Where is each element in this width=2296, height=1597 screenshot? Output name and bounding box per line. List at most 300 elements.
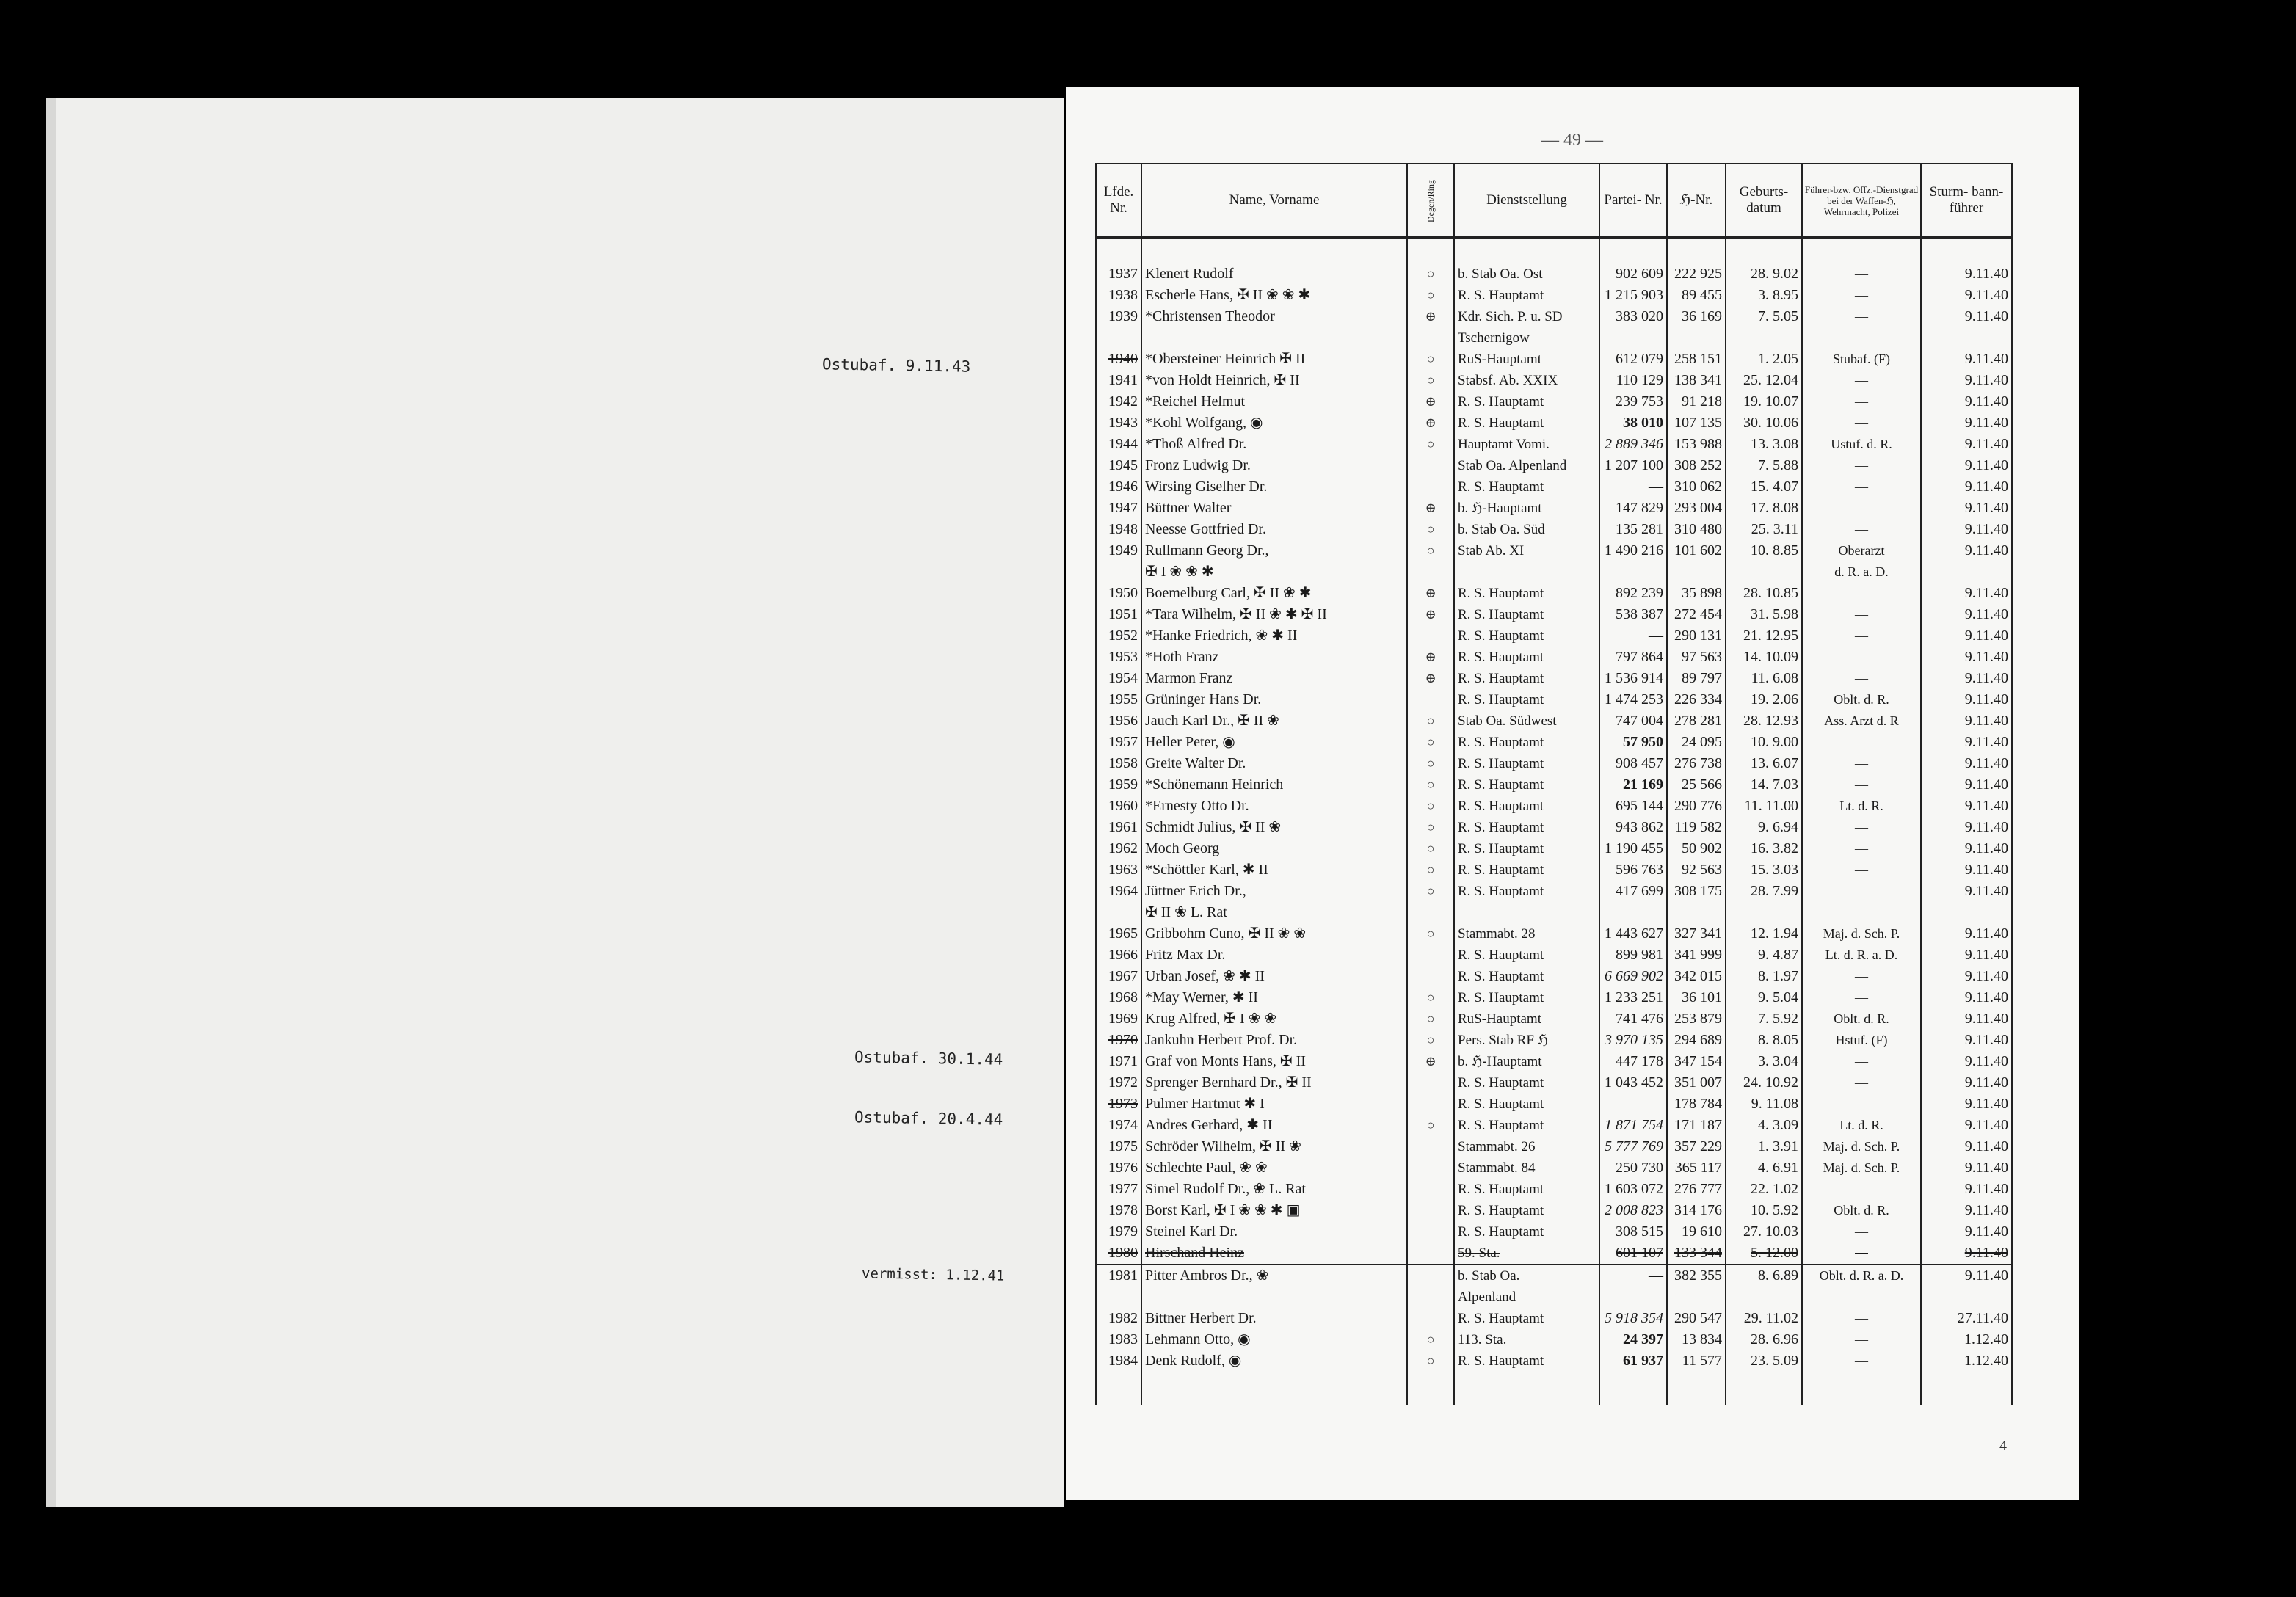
stubaf-date: 9.11.40: [1921, 1265, 2012, 1287]
table-row: [1096, 689, 2012, 710]
entry-post: R. S. Hauptamt: [1454, 412, 1599, 434]
military-rank: —: [1802, 604, 1921, 625]
birth-date: 7. 5.88: [1726, 455, 1802, 476]
party-number: —: [1599, 625, 1667, 647]
ring-icon: ○: [1407, 1008, 1454, 1030]
military-rank: Ustuf. d. R.: [1802, 434, 1921, 455]
tail-row: [1096, 1372, 2012, 1405]
birth-date: 7. 5.92: [1726, 1008, 1802, 1030]
ss-number: 19 610: [1667, 1221, 1726, 1243]
table-row: [1096, 945, 2012, 966]
entry-number: 1943: [1096, 412, 1141, 434]
military-rank: Hstuf. (F): [1802, 1030, 1921, 1051]
table-row: [1096, 1265, 2012, 1287]
birth-date: 15. 3.03: [1726, 859, 1802, 881]
table-row: [1096, 263, 2012, 285]
ss-number: 178 784: [1667, 1094, 1726, 1115]
col-header-born: Geburts- datum: [1726, 164, 1802, 238]
stubaf-date: [1921, 327, 2012, 349]
left-page: [46, 98, 1064, 1507]
military-rank: —: [1802, 881, 1921, 902]
birth-date: 3. 8.95: [1726, 285, 1802, 306]
entry-number: 1970: [1096, 1030, 1141, 1051]
entry-post: R. S. Hauptamt: [1454, 796, 1599, 817]
entry-post: R. S. Hauptamt: [1454, 945, 1599, 966]
entry-name: *Schöttler Karl, ✱ II: [1141, 859, 1407, 881]
ss-number: 290 776: [1667, 796, 1726, 817]
table-row: [1096, 1030, 2012, 1051]
birth-date: [1726, 327, 1802, 349]
military-rank: —: [1802, 370, 1921, 391]
birth-date: 10. 9.00: [1726, 732, 1802, 753]
table-row: [1096, 796, 2012, 817]
entry-name: Andres Gerhard, ✱ II: [1141, 1115, 1407, 1136]
ring-icon: ⊕: [1407, 498, 1454, 519]
table-header: [1096, 164, 2012, 238]
birth-date: 24. 10.92: [1726, 1072, 1802, 1094]
party-number: 902 609: [1599, 263, 1667, 285]
birth-date: 28. 7.99: [1726, 881, 1802, 902]
table-row: [1096, 881, 2012, 902]
party-number: 6 669 902: [1599, 966, 1667, 987]
stubaf-date: 9.11.40: [1921, 263, 2012, 285]
entry-number: 1937: [1096, 263, 1141, 285]
entry-number: 1972: [1096, 1072, 1141, 1094]
table-row: [1096, 1329, 2012, 1350]
col-header-ss: ℌ-Nr.: [1667, 164, 1726, 238]
entry-name: ✠ I ❀ ❀ ✱: [1141, 561, 1407, 583]
table-row: [1096, 1179, 2012, 1200]
table-row: [1096, 327, 2012, 349]
military-rank: —: [1802, 732, 1921, 753]
ring-icon: [1407, 1243, 1454, 1265]
table-row: [1096, 561, 2012, 583]
entry-name: *Hanke Friedrich, ❀ ✱ II: [1141, 625, 1407, 647]
stubaf-date: [1921, 1287, 2012, 1308]
entry-name: Urban Josef, ❀ ✱ II: [1141, 966, 1407, 987]
ring-icon: ○: [1407, 987, 1454, 1008]
entry-post: b. Stab Oa. Süd: [1454, 519, 1599, 540]
ring-icon: [1407, 902, 1454, 923]
stubaf-date: 9.11.40: [1921, 434, 2012, 455]
entry-number: 1984: [1096, 1350, 1141, 1372]
entry-number: 1966: [1096, 945, 1141, 966]
entry-number: 1969: [1096, 1008, 1141, 1030]
register-table: [1095, 163, 2013, 1405]
handwritten-note-1: Ostubaf. 9.11.43: [821, 355, 971, 376]
col-header-party: Partei- Nr.: [1599, 164, 1667, 238]
ring-icon: ○: [1407, 838, 1454, 859]
party-number: 308 515: [1599, 1221, 1667, 1243]
entry-number: 1941: [1096, 370, 1141, 391]
page-number: — 49 —: [1541, 131, 1603, 150]
entry-post: R. S. Hauptamt: [1454, 689, 1599, 710]
ring-icon: ○: [1407, 923, 1454, 945]
stubaf-date: 9.11.40: [1921, 1115, 2012, 1136]
military-rank: —: [1802, 1072, 1921, 1094]
entry-post: b. Stab Oa. Ost: [1454, 263, 1599, 285]
entry-post: R. S. Hauptamt: [1454, 859, 1599, 881]
ring-icon: [1407, 1094, 1454, 1115]
entry-post: [1454, 902, 1599, 923]
birth-date: 23. 5.09: [1726, 1350, 1802, 1372]
entry-name: Klenert Rudolf: [1141, 263, 1407, 285]
entry-post: R. S. Hauptamt: [1454, 391, 1599, 412]
table-row: [1096, 1221, 2012, 1243]
entry-post: R. S. Hauptamt: [1454, 285, 1599, 306]
ring-icon: ○: [1407, 519, 1454, 540]
stubaf-date: 9.11.40: [1921, 732, 2012, 753]
col-header-nr: Lfde. Nr.: [1096, 164, 1141, 238]
entry-number: 1959: [1096, 774, 1141, 796]
entry-post: Stab Oa. Südwest: [1454, 710, 1599, 732]
entry-post: R. S. Hauptamt: [1454, 625, 1599, 647]
stubaf-date: 9.11.40: [1921, 668, 2012, 689]
entry-name: Pulmer Hartmut ✱ I: [1141, 1094, 1407, 1115]
table-row: [1096, 434, 2012, 455]
entry-post: R. S. Hauptamt: [1454, 1094, 1599, 1115]
entry-post: R. S. Hauptamt: [1454, 774, 1599, 796]
stubaf-date: 9.11.40: [1921, 987, 2012, 1008]
entry-name: Boemelburg Carl, ✠ II ❀ ✱: [1141, 583, 1407, 604]
entry-number: 1976: [1096, 1157, 1141, 1179]
entry-name: Schlechte Paul, ❀ ❀: [1141, 1157, 1407, 1179]
entry-name: Simel Rudolf Dr., ❀ L. Rat: [1141, 1179, 1407, 1200]
party-number: 1 233 251: [1599, 987, 1667, 1008]
entry-name: Jauch Karl Dr., ✠ II ❀: [1141, 710, 1407, 732]
birth-date: 8. 6.89: [1726, 1265, 1802, 1287]
military-rank: Lt. d. R.: [1802, 1115, 1921, 1136]
party-number: 21 169: [1599, 774, 1667, 796]
ss-number: 351 007: [1667, 1072, 1726, 1094]
ring-icon: [1407, 966, 1454, 987]
party-number: 110 129: [1599, 370, 1667, 391]
entry-post: R. S. Hauptamt: [1454, 732, 1599, 753]
entry-post: RuS-Hauptamt: [1454, 1008, 1599, 1030]
entry-number: 1957: [1096, 732, 1141, 753]
party-number: 797 864: [1599, 647, 1667, 668]
ss-number: 92 563: [1667, 859, 1726, 881]
ss-number: 101 602: [1667, 540, 1726, 561]
party-number: 2 889 346: [1599, 434, 1667, 455]
right-page: [1066, 87, 2079, 1500]
entry-number: 1982: [1096, 1308, 1141, 1329]
table-row: [1096, 1008, 2012, 1030]
stubaf-date: 9.11.40: [1921, 1179, 2012, 1200]
entry-name: Sprenger Bernhard Dr., ✠ II: [1141, 1072, 1407, 1094]
stubaf-date: 9.11.40: [1921, 966, 2012, 987]
ss-number: 357 229: [1667, 1136, 1726, 1157]
entry-post: Stammabt. 26: [1454, 1136, 1599, 1157]
table-row: [1096, 838, 2012, 859]
birth-date: [1726, 902, 1802, 923]
ring-icon: ○: [1407, 285, 1454, 306]
military-rank: —: [1802, 625, 1921, 647]
stubaf-date: 9.11.40: [1921, 1008, 2012, 1030]
birth-date: 12. 1.94: [1726, 923, 1802, 945]
entry-number: 1940: [1096, 349, 1141, 370]
entry-post: Stammabt. 28: [1454, 923, 1599, 945]
entry-name: Moch Georg: [1141, 838, 1407, 859]
table-row: [1096, 774, 2012, 796]
party-number: 2 008 823: [1599, 1200, 1667, 1221]
entry-number: 1961: [1096, 817, 1141, 838]
stubaf-date: 9.11.40: [1921, 519, 2012, 540]
stubaf-date: 9.11.40: [1921, 285, 2012, 306]
party-number: 1 536 914: [1599, 668, 1667, 689]
entry-post: 59. Sta.: [1454, 1243, 1599, 1265]
stubaf-date: 9.11.40: [1921, 391, 2012, 412]
col-header-post: Dienststellung: [1454, 164, 1599, 238]
entry-number: 1952: [1096, 625, 1141, 647]
entry-number: 1958: [1096, 753, 1141, 774]
stubaf-date: 9.11.40: [1921, 859, 2012, 881]
party-number: [1599, 902, 1667, 923]
stubaf-date: 9.11.40: [1921, 498, 2012, 519]
ss-number: [1667, 902, 1726, 923]
entry-post: R. S. Hauptamt: [1454, 668, 1599, 689]
party-number: 1 871 754: [1599, 1115, 1667, 1136]
entry-number: 1947: [1096, 498, 1141, 519]
ring-icon: [1407, 1072, 1454, 1094]
entry-name: *von Holdt Heinrich, ✠ II: [1141, 370, 1407, 391]
ring-icon: [1407, 625, 1454, 647]
entry-post: Kdr. Sich. P. u. SD: [1454, 306, 1599, 327]
stubaf-date: 9.11.40: [1921, 1030, 2012, 1051]
ring-icon: ○: [1407, 1115, 1454, 1136]
table-row: [1096, 732, 2012, 753]
entry-name: Denk Rudolf, ◉: [1141, 1350, 1407, 1372]
stubaf-date: 9.11.40: [1921, 774, 2012, 796]
entry-number: [1096, 1287, 1141, 1308]
ss-number: 138 341: [1667, 370, 1726, 391]
ss-number: 171 187: [1667, 1115, 1726, 1136]
military-rank: —: [1802, 859, 1921, 881]
table-row: [1096, 519, 2012, 540]
entry-name: Lehmann Otto, ◉: [1141, 1329, 1407, 1350]
entry-post: Hauptamt Vomi.: [1454, 434, 1599, 455]
birth-date: 8. 8.05: [1726, 1030, 1802, 1051]
ss-number: 272 454: [1667, 604, 1726, 625]
table-row: [1096, 349, 2012, 370]
military-rank: —: [1802, 647, 1921, 668]
stubaf-date: 9.11.40: [1921, 1200, 2012, 1221]
birth-date: 25. 12.04: [1726, 370, 1802, 391]
ss-number: [1667, 1287, 1726, 1308]
entry-post: Stabsf. Ab. XXIX: [1454, 370, 1599, 391]
entry-number: 1954: [1096, 668, 1141, 689]
birth-date: 29. 11.02: [1726, 1308, 1802, 1329]
entry-name: Greite Walter Dr.: [1141, 753, 1407, 774]
table-row: [1096, 412, 2012, 434]
table-row: [1096, 753, 2012, 774]
table-row: [1096, 1051, 2012, 1072]
stubaf-date: 9.11.40: [1921, 370, 2012, 391]
table-row: [1096, 1243, 2012, 1265]
military-rank: Maj. d. Sch. P.: [1802, 1157, 1921, 1179]
ss-number: 293 004: [1667, 498, 1726, 519]
entry-post: R. S. Hauptamt: [1454, 966, 1599, 987]
ss-number: 97 563: [1667, 647, 1726, 668]
birth-date: 11. 11.00: [1726, 796, 1802, 817]
entry-number: 1949: [1096, 540, 1141, 561]
ss-number: [1667, 561, 1726, 583]
ss-number: 347 154: [1667, 1051, 1726, 1072]
military-rank: —: [1802, 306, 1921, 327]
entry-name: *Reichel Helmut: [1141, 391, 1407, 412]
entry-name: *Schönemann Heinrich: [1141, 774, 1407, 796]
ss-number: 276 738: [1667, 753, 1726, 774]
entry-number: 1978: [1096, 1200, 1141, 1221]
ss-number: [1667, 327, 1726, 349]
entry-number: 1974: [1096, 1115, 1141, 1136]
stubaf-date: 9.11.40: [1921, 349, 2012, 370]
military-rank: Oblt. d. R.: [1802, 1008, 1921, 1030]
ring-icon: ○: [1407, 774, 1454, 796]
col-header-stubaf: Sturm- bann- führer: [1921, 164, 2012, 238]
entry-post: R. S. Hauptamt: [1454, 817, 1599, 838]
stubaf-date: 9.11.40: [1921, 796, 2012, 817]
table-row: [1096, 902, 2012, 923]
ss-number: 222 925: [1667, 263, 1726, 285]
party-number: 1 207 100: [1599, 455, 1667, 476]
birth-date: 28. 6.96: [1726, 1329, 1802, 1350]
party-number: 239 753: [1599, 391, 1667, 412]
table-row: [1096, 987, 2012, 1008]
entry-post: R. S. Hauptamt: [1454, 838, 1599, 859]
entry-name: Pitter Ambros Dr., ❀: [1141, 1265, 1407, 1287]
ss-number: 310 062: [1667, 476, 1726, 498]
party-number: 1 043 452: [1599, 1072, 1667, 1094]
entry-name: *Ernesty Otto Dr.: [1141, 796, 1407, 817]
ss-number: 278 281: [1667, 710, 1726, 732]
birth-date: 4. 3.09: [1726, 1115, 1802, 1136]
entry-name: Rullmann Georg Dr.,: [1141, 540, 1407, 561]
ring-icon: [1407, 561, 1454, 583]
party-number: 1 474 253: [1599, 689, 1667, 710]
table-row: [1096, 306, 2012, 327]
military-rank: Oblt. d. R. a. D.: [1802, 1265, 1921, 1287]
ring-icon: ⊕: [1407, 391, 1454, 412]
entry-number: 1979: [1096, 1221, 1141, 1243]
birth-date: 21. 12.95: [1726, 625, 1802, 647]
birth-date: 14. 7.03: [1726, 774, 1802, 796]
birth-date: 10. 5.92: [1726, 1200, 1802, 1221]
entry-post: 113. Sta.: [1454, 1329, 1599, 1350]
birth-date: 4. 6.91: [1726, 1157, 1802, 1179]
military-rank: —: [1802, 1051, 1921, 1072]
entry-number: 1948: [1096, 519, 1141, 540]
entry-number: 1975: [1096, 1136, 1141, 1157]
ss-number: 89 455: [1667, 285, 1726, 306]
entry-name: Escherle Hans, ✠ II ❀ ❀ ✱: [1141, 285, 1407, 306]
party-number: 38 010: [1599, 412, 1667, 434]
stubaf-date: 9.11.40: [1921, 306, 2012, 327]
birth-date: 3. 3.04: [1726, 1051, 1802, 1072]
party-number: [1599, 1287, 1667, 1308]
entry-name: *Tara Wilhelm, ✠ II ❀ ✱ ✠ II: [1141, 604, 1407, 625]
stubaf-date: 9.11.40: [1921, 1221, 2012, 1243]
party-number: 1 215 903: [1599, 285, 1667, 306]
ss-number: 310 480: [1667, 519, 1726, 540]
entry-name: *Thoß Alfred Dr.: [1141, 434, 1407, 455]
entry-name: Graf von Monts Hans, ✠ II: [1141, 1051, 1407, 1072]
entry-number: 1962: [1096, 838, 1141, 859]
party-number: 747 004: [1599, 710, 1667, 732]
party-number: 383 020: [1599, 306, 1667, 327]
table-row: [1096, 583, 2012, 604]
birth-date: 5. 12.00: [1726, 1243, 1802, 1265]
entry-number: 1939: [1096, 306, 1141, 327]
party-number: 741 476: [1599, 1008, 1667, 1030]
entry-name: *Hoth Franz: [1141, 647, 1407, 668]
entry-name: Fronz Ludwig Dr.: [1141, 455, 1407, 476]
birth-date: 30. 10.06: [1726, 412, 1802, 434]
spacer-row: [1096, 238, 2012, 264]
ring-icon: [1407, 1136, 1454, 1157]
table-row: [1096, 604, 2012, 625]
entry-post: R. S. Hauptamt: [1454, 604, 1599, 625]
entry-number: 1950: [1096, 583, 1141, 604]
ss-number: 342 015: [1667, 966, 1726, 987]
entry-name: Neesse Gottfried Dr.: [1141, 519, 1407, 540]
birth-date: [1726, 561, 1802, 583]
birth-date: 9. 4.87: [1726, 945, 1802, 966]
party-number: 57 950: [1599, 732, 1667, 753]
party-number: 135 281: [1599, 519, 1667, 540]
ss-number: 133 344: [1667, 1243, 1726, 1265]
entry-post: R. S. Hauptamt: [1454, 1115, 1599, 1136]
ring-icon: ⊕: [1407, 412, 1454, 434]
ring-icon: ○: [1407, 1030, 1454, 1051]
entry-post: R. S. Hauptamt: [1454, 647, 1599, 668]
ring-icon: ○: [1407, 1329, 1454, 1350]
entry-post: R. S. Hauptamt: [1454, 1350, 1599, 1372]
stubaf-date: 9.11.40: [1921, 647, 2012, 668]
stubaf-date: 9.11.40: [1921, 583, 2012, 604]
entry-number: 1983: [1096, 1329, 1141, 1350]
entry-post: R. S. Hauptamt: [1454, 583, 1599, 604]
stubaf-date: 1.12.40: [1921, 1329, 2012, 1350]
military-rank: —: [1802, 285, 1921, 306]
entry-name: *Kohl Wolfgang, ◉: [1141, 412, 1407, 434]
sheet-mark: 4: [1999, 1438, 2007, 1454]
entry-name: Schmidt Julius, ✠ II ❀: [1141, 817, 1407, 838]
party-number: 538 387: [1599, 604, 1667, 625]
birth-date: 19. 2.06: [1726, 689, 1802, 710]
military-rank: —: [1802, 455, 1921, 476]
ring-icon: [1407, 689, 1454, 710]
party-number: 1 603 072: [1599, 1179, 1667, 1200]
birth-date: 1. 2.05: [1726, 349, 1802, 370]
military-rank: Stubaf. (F): [1802, 349, 1921, 370]
ring-icon: [1407, 1179, 1454, 1200]
table-row: [1096, 1072, 2012, 1094]
party-number: 3 970 135: [1599, 1030, 1667, 1051]
entry-number: 1971: [1096, 1051, 1141, 1072]
military-rank: [1802, 902, 1921, 923]
party-number: 892 239: [1599, 583, 1667, 604]
table-row: [1096, 859, 2012, 881]
military-rank: —: [1802, 838, 1921, 859]
party-number: 1 190 455: [1599, 838, 1667, 859]
entry-number: 1951: [1096, 604, 1141, 625]
stubaf-date: 9.11.40: [1921, 881, 2012, 902]
entry-post: R. S. Hauptamt: [1454, 881, 1599, 902]
handwritten-note-2: Ostubaf. 30.1.44: [854, 1048, 1003, 1069]
stubaf-date: 9.11.40: [1921, 1136, 2012, 1157]
table-row: [1096, 540, 2012, 561]
